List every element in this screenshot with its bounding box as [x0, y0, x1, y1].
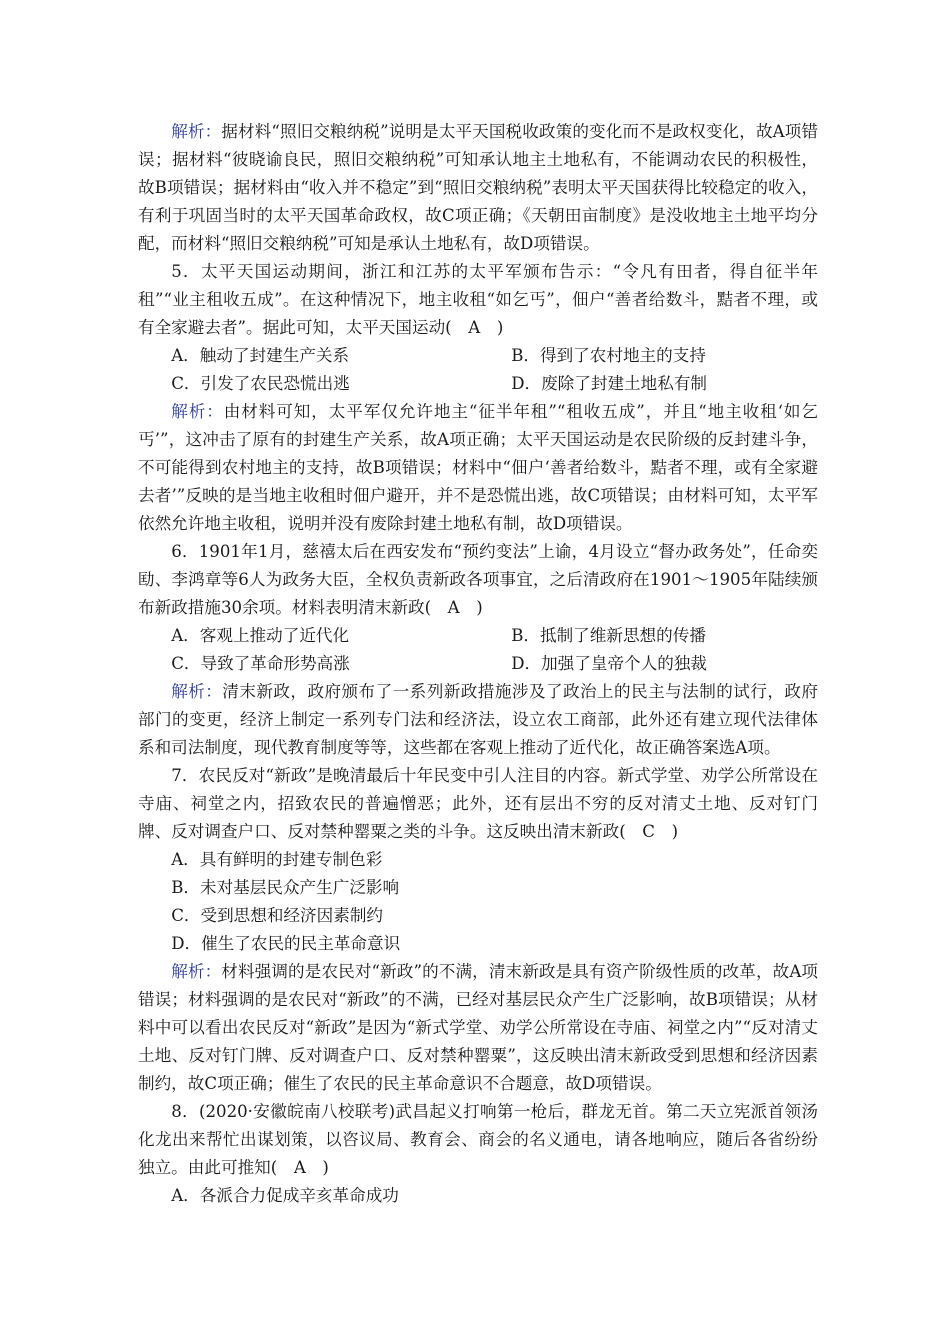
option-d: D．废除了封建土地私有制 [511, 374, 708, 393]
question-8-stem: 8．(2020·安徽皖南八校联考)武昌起义打响第一枪后，群龙无首。第二天立宪派首领汤化龙出来帮忙出谋划策，以咨议局、教育会、商会的名义通电，请各地响应，随后各省纷纷独立。由此可推知( A ) [138, 1102, 818, 1177]
option-a: A．具有鲜明的封建专制色彩 [171, 850, 383, 869]
analysis-q6 [138, 678, 818, 762]
option-c: C．引发了农民恐慌出逃 [171, 374, 350, 393]
analysis-q7 [138, 958, 818, 1098]
options-row [138, 650, 818, 678]
analysis-text: 据材料“照旧交粮纳税”说明是太平天国税收政策的变化而不是政权变化，故A项错误；据材料“彼晓谕良民，照旧交粮纳税”可知承认地主土地私有，不能调动农民的积极性，故B项错误；据材料由“收入并不稳定”到“照旧交粮纳税”表明太平天国获得比较稳定的收入，有利于巩固当时的太平天国革命政权，故C项正确；《天朝田亩制度》是没收地主土地平均分配，而材料“照旧交粮纳税”可知是承认土地私有，故D项错误。 [138, 122, 819, 253]
option-b: B．未对基层民众产生广泛影响 [171, 878, 400, 897]
document-page [138, 118, 818, 1210]
option-a: A．触动了封建生产关系 [171, 346, 350, 365]
analysis-q5 [138, 398, 818, 538]
analysis-text: 材料强调的是农民对“新政”的不满，清末新政是具有资产阶级性质的改革，故A项错误；材料强调的是农民对“新政”的不满，已经对基层民众产生广泛影响，故B项错误；从材料中可以看出农民反对“新政”是因为“新式学堂、劝学公所常设在寺庙、祠堂之内”“反对清丈土地、反对钉门牌、反对调查户口、反对禁种罂粟”，这反映出清末新政受到思想和经济因素制约，故C项正确；催生了农民的民主革命意识不合题意，故D项错误。 [138, 962, 819, 1093]
option-d: D．催生了农民的民主革命意识 [171, 934, 401, 953]
analysis-label: 解析： [171, 402, 224, 421]
analysis-label: 解析： [171, 962, 222, 981]
question-7-stem: 7．农民反对“新政”是晚清最后十年民变中引人注目的内容。新式学堂、劝学公所常设在寺庙、祠堂之内，招致农民的普遍憎恶；此外，还有层出不穷的反对清丈土地、反对钉门牌、反对调查户口、反对禁种罂粟之类的斗争。这反映出清末新政( C ) [138, 766, 818, 841]
question-6-stem: 6．1901年1月，慈禧太后在西安发布“预约变法”上谕，4月设立“督办政务处”，任命奕劻、李鸿章等6人为政务大臣，全权负责新政各项事宜，之后清政府在1901～1905年陆续颁布新政措施30余项。材料表明清末新政( A ) [138, 542, 818, 617]
option-a: A．各派合力促成辛亥革命成功 [171, 1186, 399, 1205]
analysis-q4 [138, 118, 818, 258]
analysis-text: 清末新政，政府颁布了一系列新政措施涉及了政治上的民主与法制的试行，政府部门的变更，经济上制定一系列专门法和经济法，设立农工商部，此外还有建立现代法律体系和司法制度，现代教育制度等等，这些都在客观上推动了近代化，故正确答案选A项。 [138, 682, 819, 757]
option-a: A．客观上推动了近代化 [171, 626, 350, 645]
option-c: C．受到思想和经济因素制约 [171, 906, 384, 925]
analysis-label: 解析： [171, 122, 222, 141]
option-c: C．导致了革命形势高涨 [171, 654, 350, 673]
option-b: B．抵制了维新思想的传播 [511, 626, 706, 645]
analysis-label: 解析： [171, 682, 223, 701]
option-d: D．加强了皇帝个人的独裁 [511, 654, 708, 673]
options-row [138, 622, 818, 650]
analysis-text: 由材料可知，太平军仅允许地主“征半年租”“租收五成”，并且“地主收租‘如乞丐’”，这冲击了原有的封建生产关系，故A项正确；太平天国运动是农民阶级的反封建斗争，不可能得到农村地主的支持，故B项错误；材料中“佃户‘善者给数斗，黠者不理，或有全家避去者’”反映的是当地主收租时佃户避开，并不是恐慌出逃，故C项错误；由材料可知，太平军依然允许地主收租，说明并没有废除封建土地私有制，故D项错误。 [138, 402, 818, 533]
option-b: B．得到了农村地主的支持 [511, 346, 706, 365]
options-row [138, 342, 818, 370]
options-row [138, 370, 818, 398]
question-5-stem: 5．太平天国运动期间，浙江和江苏的太平军颁布告示：“令凡有田者，得自征半年租”“业主租收五成”。在这种情况下，地主收租“如乞丐”，佃户“善者给数斗，黠者不理，或有全家避去者”。据此可知，太平天国运动( A ) [138, 262, 818, 337]
